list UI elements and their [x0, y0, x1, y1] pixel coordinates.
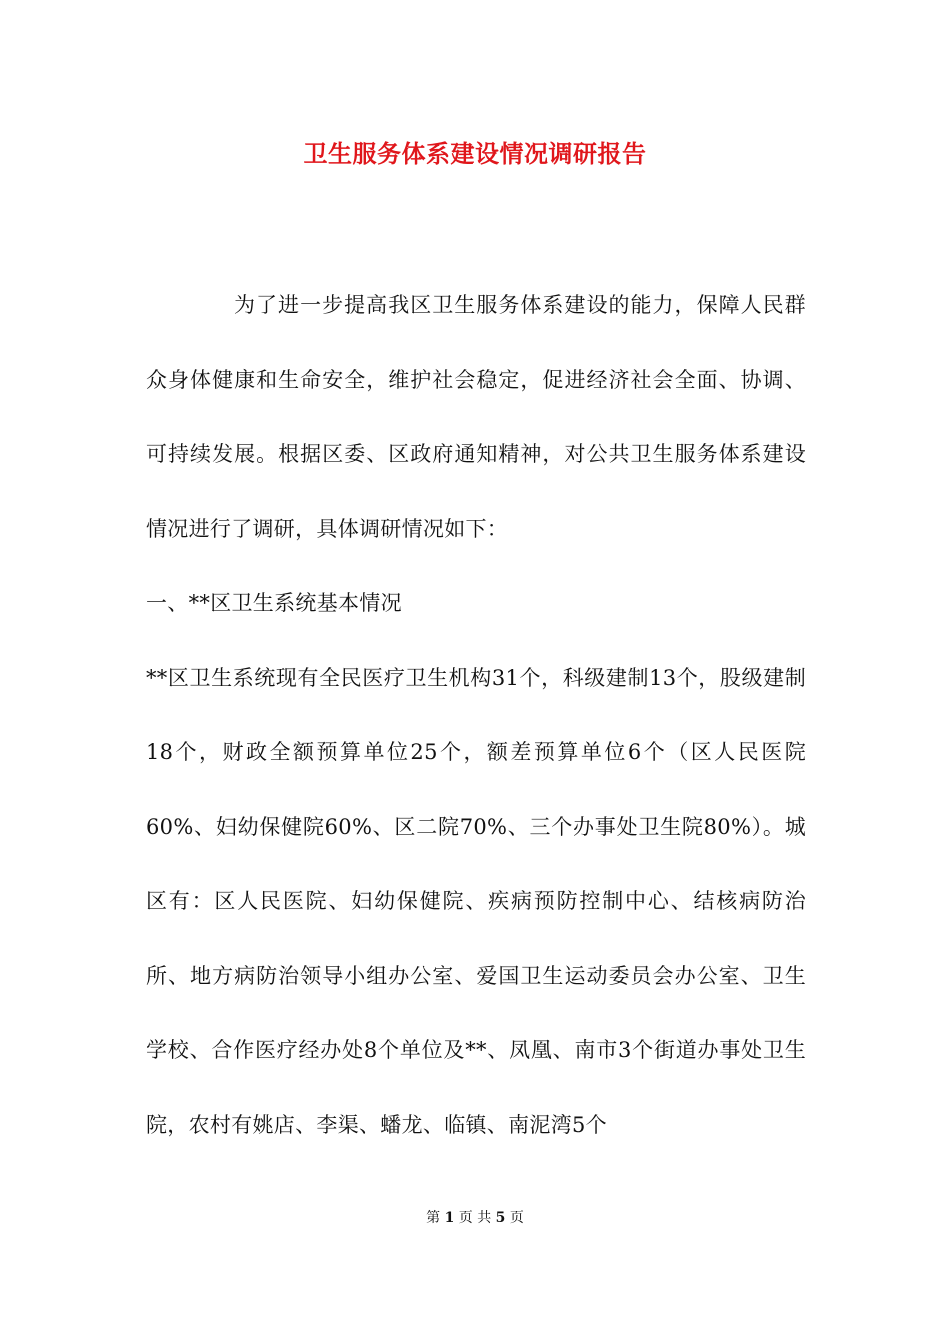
footer-current-page: 1: [444, 1210, 455, 1226]
document-title: 卫生服务体系建设情况调研报告: [303, 139, 647, 168]
footer-suffix: 页: [509, 1210, 524, 1226]
basic-info-paragraph: **区卫生系统现有全民医疗卫生机构31个，科级建制13个，股级建制18个，财政全额预算单位25个，额差预算单位6个（区人民医院60%、妇幼保健院60%、区二院70%、三个办事处卫生院80%）。城区有：区人民医院、妇幼保健院、疾病预防控制中心、结核病防治所、地方病防治领导小组办公室、爱国卫生运动委员会办公室、卫生学校、合作医疗经办处8个单位及**、凤凰、南市3个街道办事处卫生院，农村有姚店、李渠、蟠龙、临镇、南泥湾5个: [146, 665, 806, 1137]
intro-paragraph: 为了进一步提高我区卫生服务体系建设的能力，保障人民群众身体健康和生命安全，维护社会稳定，促进经济社会全面、协调、可持续发展。根据区委、区政府通知精神，对公共卫生服务体系建设情况进行了调研，具体调研情况如下：: [146, 293, 806, 541]
footer-middle: 页 共: [458, 1210, 492, 1226]
footer-total-pages: 5: [495, 1210, 506, 1226]
document-body: [146, 268, 806, 1162]
page-footer: [0, 1206, 950, 1230]
footer-prefix: 第: [426, 1210, 441, 1226]
section-heading-1: 一、**区卫生系统基本情况: [146, 591, 402, 615]
